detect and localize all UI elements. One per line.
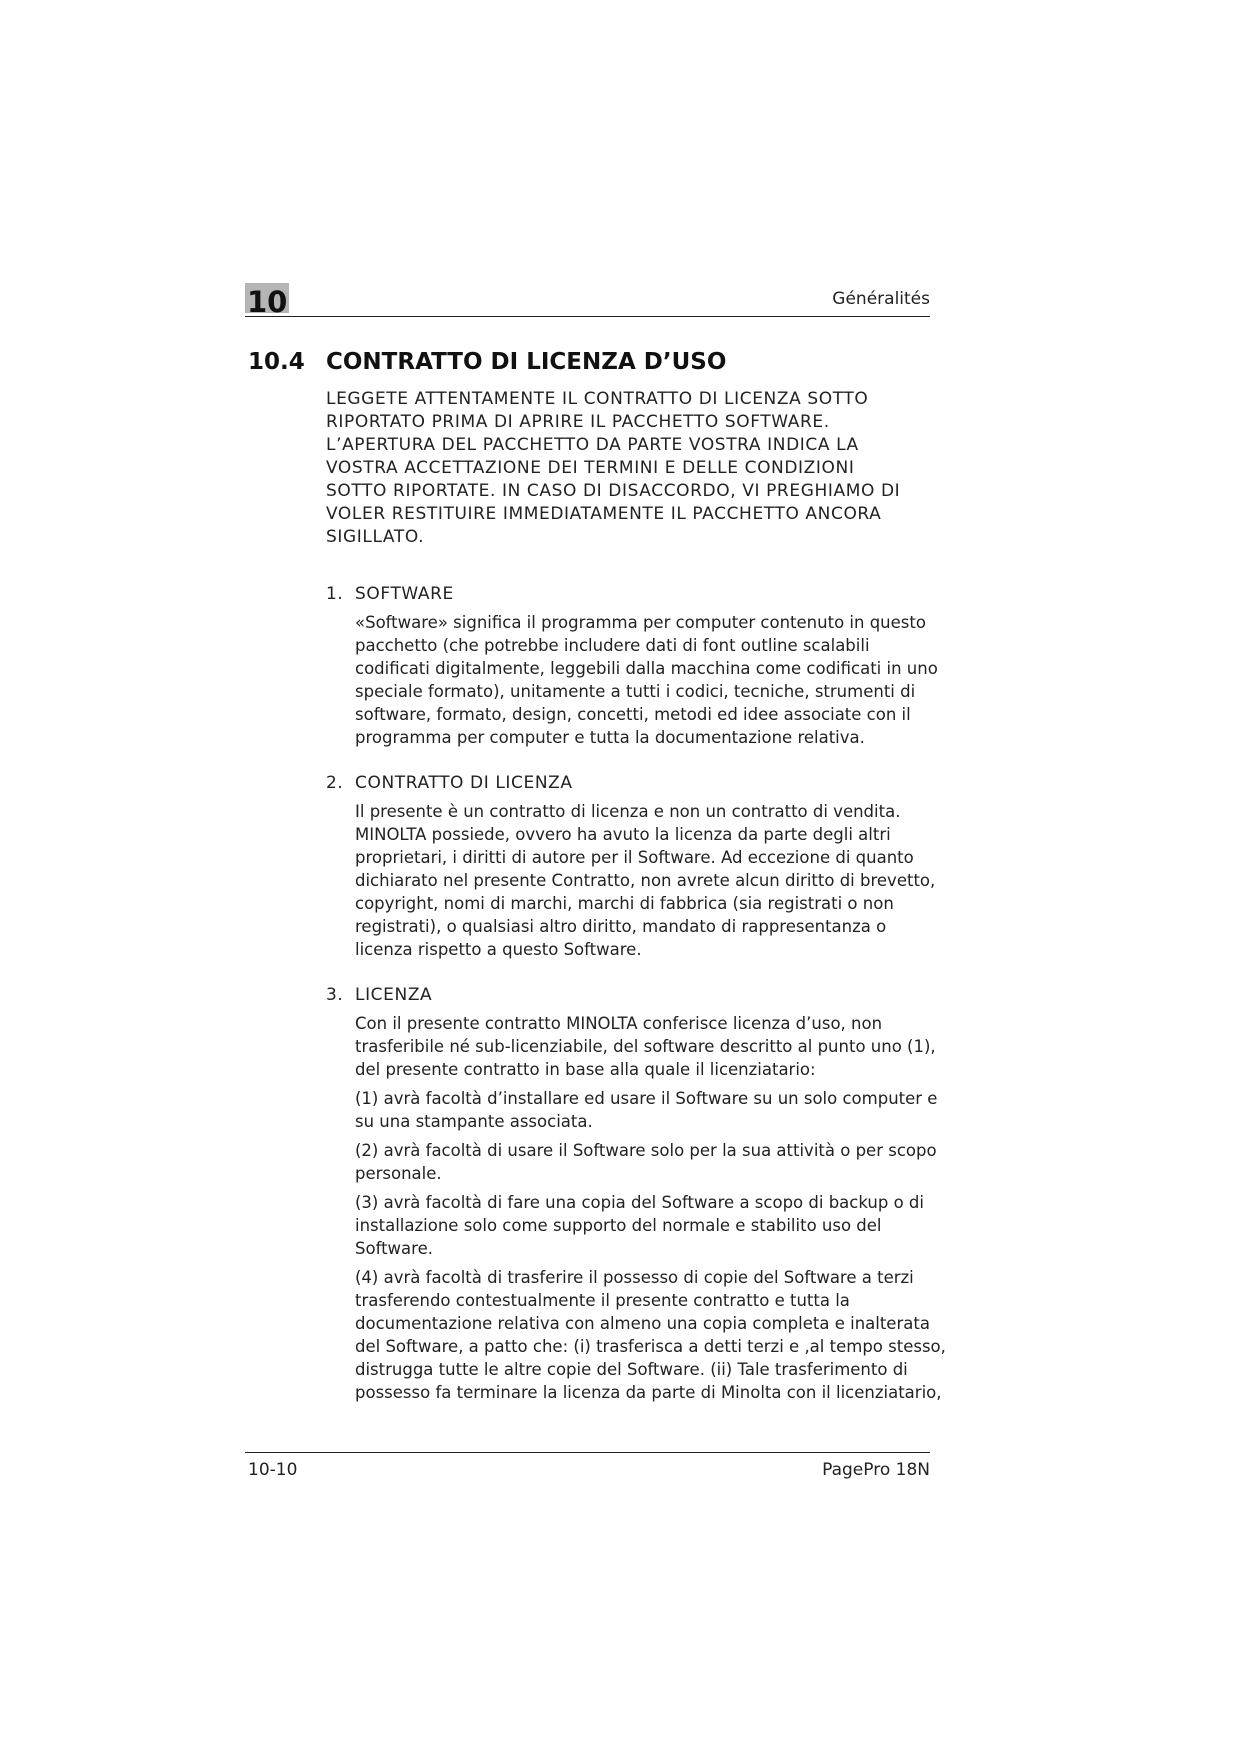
item-title: LICENZA <box>355 985 433 1005</box>
item-index: 1. <box>326 584 344 604</box>
item-paragraph <box>355 1012 936 1081</box>
paragraph-line: documentazione relativa con almeno una copia completa e inalterata <box>355 1314 930 1333</box>
paragraph-line: registrati), o qualsiasi altro diritto, mandato di rappresentanza o <box>355 917 887 936</box>
page-number: 10-10 <box>248 1460 298 1480</box>
paragraph-line: Software. <box>355 1239 433 1258</box>
item-body <box>355 800 936 961</box>
paragraph-line: su una stampante associata. <box>355 1112 593 1131</box>
paragraph-line: pacchetto (che potrebbe includere dati di font outline scalabili <box>355 636 870 655</box>
item-paragraph <box>355 1191 936 1260</box>
paragraph-line: dichiarato nel presente Contratto, non avrete alcun diritto di brevetto, <box>355 871 936 890</box>
paragraph-line: copyright, nomi di marchi, marchi di fabbrica (sia registrati o non <box>355 894 894 913</box>
intro-line: LEGGETE ATTENTAMENTE IL CONTRATTO DI LICENZA SOTTO <box>326 389 869 409</box>
section-number: 10.4 <box>248 349 305 375</box>
item-paragraph <box>355 1087 936 1133</box>
item-paragraph <box>355 611 936 749</box>
paragraph-line: installazione solo come supporto del normale e stabilito uso del <box>355 1216 882 1235</box>
paragraph-line: del presente contratto in base alla quale il licenziatario: <box>355 1060 816 1079</box>
intro-line: SOTTO RIPORTATE. IN CASO DI DISACCORDO, VI PREGHIAMO DI <box>326 481 901 501</box>
paragraph-line: codificati digitalmente, leggebili dalla macchina come codificati in uno <box>355 659 938 678</box>
running-header-title: Généralités <box>832 289 930 309</box>
item-body <box>355 611 936 749</box>
item-heading <box>326 771 936 795</box>
paragraph-line: personale. <box>355 1164 442 1183</box>
chapter-number: 10 <box>247 285 288 319</box>
intro-line: SIGILLATO. <box>326 527 425 547</box>
paragraph-line: MINOLTA possiede, ovvero ha avuto la licenza da parte degli altri <box>355 825 891 844</box>
item-index: 2. <box>326 773 344 793</box>
section-title: CONTRATTO DI LICENZA D’USO <box>326 349 727 375</box>
paragraph-line: licenza rispetto a questo Software. <box>355 940 642 959</box>
item-title: CONTRATTO DI LICENZA <box>355 773 573 793</box>
paragraph-line: software, formato, design, concetti, metodi ed idee associate con il <box>355 705 911 724</box>
paragraph-line: speciale formato), unitamente a tutti i codici, tecniche, strumenti di <box>355 682 916 701</box>
paragraph-line: (1) avrà facoltà d’installare ed usare il Software su un solo computer e <box>355 1089 938 1108</box>
paragraph-line: possesso fa terminare la licenza da parte di Minolta con il licenziatario, <box>355 1383 942 1402</box>
intro-line: RIPORTATO PRIMA DI APRIRE IL PACCHETTO SOFTWARE. <box>326 412 830 432</box>
item-heading <box>326 582 936 606</box>
paragraph-line: (3) avrà facoltà di fare una copia del Software a scopo di backup o di <box>355 1193 924 1212</box>
intro-line: VOSTRA ACCETTAZIONE DEI TERMINI E DELLE CONDIZIONI <box>326 458 855 478</box>
item-body <box>355 1012 946 1404</box>
paragraph-line: del Software, a patto che: (i) trasferisca a detti terzi e ,al tempo stesso, <box>355 1337 946 1356</box>
paragraph-line: trasferendo contestualmente il presente contratto e tutta la <box>355 1291 850 1310</box>
intro-paragraph <box>326 388 936 549</box>
license-item <box>326 983 946 1404</box>
paragraph-line: Con il presente contratto MINOLTA conferisce licenza d’uso, non <box>355 1014 883 1033</box>
paragraph-line: (4) avrà facoltà di trasferire il possesso di copie del Software a terzi <box>355 1268 914 1287</box>
item-paragraph <box>355 800 936 961</box>
license-items <box>326 582 946 1426</box>
section-heading <box>248 346 726 378</box>
paragraph-line: proprietari, i diritti di autore per il Software. Ad eccezione di quanto <box>355 848 914 867</box>
paragraph-line: programma per computer e tutta la documentazione relativa. <box>355 728 865 747</box>
intro-line: VOLER RESTITUIRE IMMEDIATAMENTE IL PACCHETTO ANCORA <box>326 504 882 524</box>
license-item <box>326 771 936 961</box>
paragraph-line: (2) avrà facoltà di usare il Software solo per la sua attività o per scopo <box>355 1141 937 1160</box>
intro-line: L’APERTURA DEL PACCHETTO DA PARTE VOSTRA INDICA LA <box>326 435 859 455</box>
product-name: PagePro 18N <box>822 1460 930 1480</box>
paragraph-line: trasferibile né sub-licenziabile, del software descritto al punto uno (1), <box>355 1037 936 1056</box>
paragraph-line: «Software» significa il programma per computer contenuto in questo <box>355 613 926 632</box>
item-index: 3. <box>326 985 344 1005</box>
item-title: SOFTWARE <box>355 584 454 604</box>
item-paragraph <box>355 1266 946 1404</box>
item-heading <box>326 983 936 1007</box>
footer-rule <box>245 1452 930 1453</box>
license-item <box>326 582 936 749</box>
paragraph-line: distrugga tutte le altre copie del Software. (ii) Tale trasferimento di <box>355 1360 908 1379</box>
paragraph-line: Il presente è un contratto di licenza e non un contratto di vendita. <box>355 802 901 821</box>
item-paragraph <box>355 1139 936 1185</box>
header-rule <box>245 316 930 317</box>
